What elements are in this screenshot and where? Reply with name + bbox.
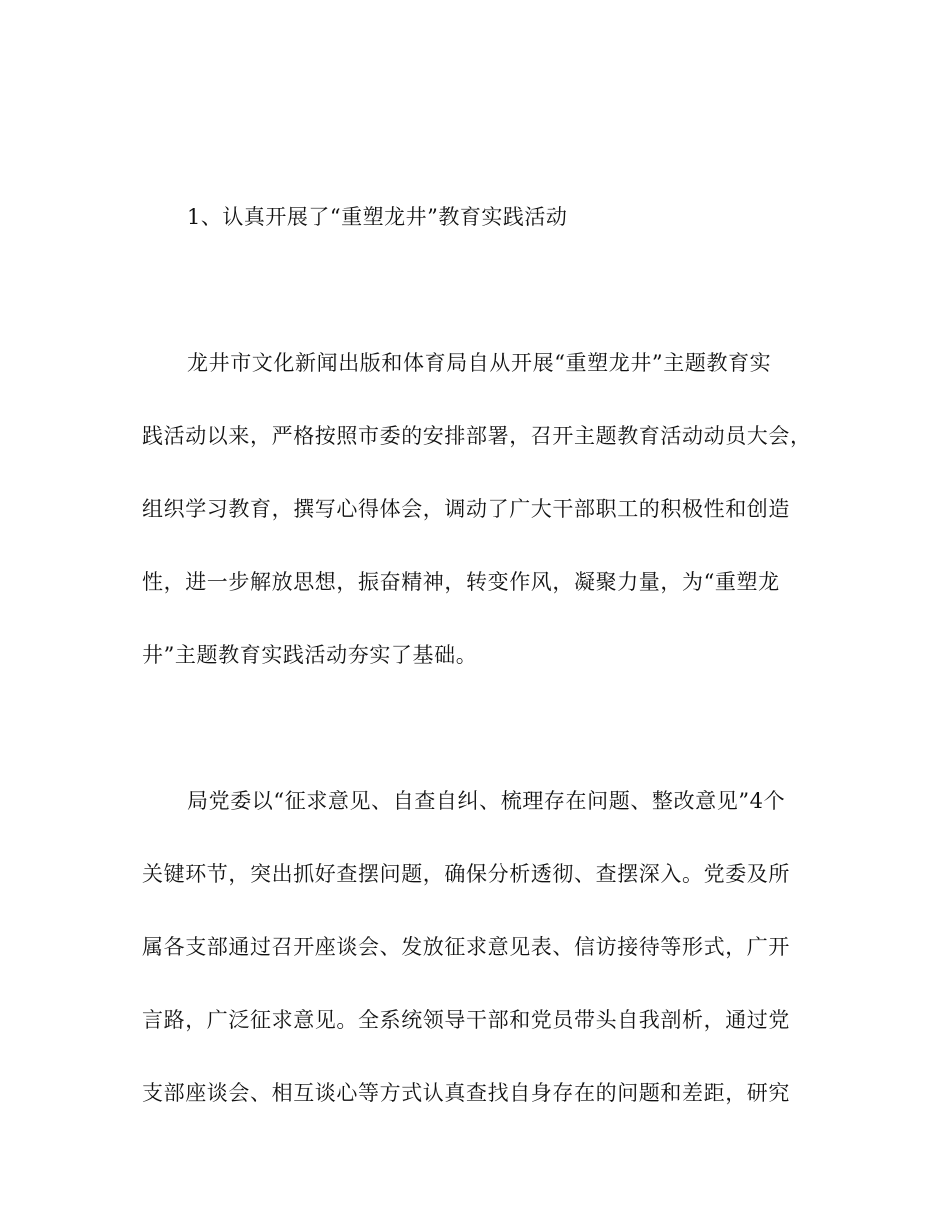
paragraph-line: 言路，广泛征求意见。全系统领导干部和党员带头自我剖析，通过党 [142, 1008, 790, 1032]
paragraph-line: 支部座谈会、相互谈心等方式认真查找自身存在的问题和差距，研究 [142, 1081, 790, 1105]
paragraph-line: 龙井市文化新闻出版和体育局自从开展“重塑龙井”主题教育实 [187, 351, 772, 375]
paragraph-line: 性，进一步解放思想，振奋精神，转变作风，凝聚力量，为“重塑龙 [142, 570, 780, 594]
paragraph-line: 践活动以来，严格按照市委的安排部署，召开主题教育活动动员大会， [142, 424, 812, 448]
paragraph-line: 属各支部通过召开座谈会、发放征求意见表、信访接待等形式，广开 [142, 935, 790, 959]
paragraph-line: 关键环节，突出抓好查摆问题，确保分析透彻、查摆深入。党委及所 [142, 862, 790, 886]
paragraph-line: 组织学习教育，撰写心得体会，调动了广大干部职工的积极性和创造 [142, 497, 790, 521]
paragraph-line: 局党委以“征求意见、自查自纠、梳理存在问题、整改意见”4个 [187, 789, 786, 813]
section-heading: 1、认真开展了“重塑龙井”教育实践活动 [187, 205, 568, 229]
paragraph-line: 井”主题教育实践活动夯实了基础。 [142, 643, 478, 667]
